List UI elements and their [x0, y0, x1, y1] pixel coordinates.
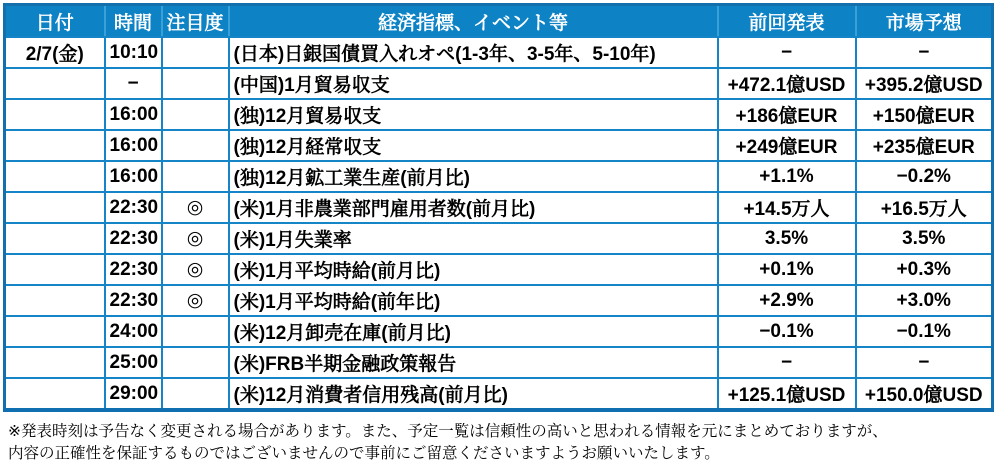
cell-attention: ◎: [162, 254, 229, 285]
cell-time: −: [105, 68, 162, 99]
cell-date: [5, 347, 105, 378]
table-row: [5, 37, 993, 68]
cell-previous: +186億EUR: [718, 99, 856, 130]
cell-date: 2/7(金): [5, 37, 105, 68]
cell-previous: +2.9%: [718, 285, 856, 316]
table-row: [5, 223, 993, 254]
cell-event: (米)FRB半期金融政策報告: [229, 347, 718, 378]
cell-event: (米)12月卸売在庫(前月比): [229, 316, 718, 347]
cell-forecast: −0.1%: [856, 316, 993, 347]
cell-forecast: −0.2%: [856, 161, 993, 192]
table-body: [5, 37, 993, 410]
cell-event: (米)1月非農業部門雇用者数(前月比): [229, 192, 718, 223]
cell-forecast: 3.5%: [856, 223, 993, 254]
header-row: [5, 5, 993, 38]
cell-previous: +125.1億USD: [718, 378, 856, 410]
cell-previous: +249億EUR: [718, 130, 856, 161]
table-row: [5, 161, 993, 192]
cell-attention: [162, 347, 229, 378]
cell-event: (中国)1月貿易収支: [229, 68, 718, 99]
cell-attention: [162, 378, 229, 410]
cell-date: [5, 161, 105, 192]
table-row: [5, 378, 993, 410]
table-row: [5, 285, 993, 316]
cell-time: 25:00: [105, 347, 162, 378]
cell-date: [5, 254, 105, 285]
cell-previous: +1.1%: [718, 161, 856, 192]
cell-forecast: +3.0%: [856, 285, 993, 316]
cell-date: [5, 223, 105, 254]
cell-attention: [162, 316, 229, 347]
cell-time: 24:00: [105, 316, 162, 347]
cell-event: (米)1月失業率: [229, 223, 718, 254]
table-row: [5, 130, 993, 161]
cell-forecast: −: [856, 347, 993, 378]
cell-forecast: −: [856, 37, 993, 68]
header-date: 日付: [5, 5, 105, 38]
cell-time: 22:30: [105, 192, 162, 223]
cell-event: (独)12月貿易収支: [229, 99, 718, 130]
header-previous: 前回発表: [718, 5, 856, 38]
cell-attention: ◎: [162, 285, 229, 316]
cell-event: (米)12月消費者信用残高(前月比): [229, 378, 718, 410]
cell-date: [5, 378, 105, 410]
cell-previous: −0.1%: [718, 316, 856, 347]
cell-time: 22:30: [105, 254, 162, 285]
cell-forecast: +235億EUR: [856, 130, 993, 161]
cell-forecast: +150億EUR: [856, 99, 993, 130]
cell-event: (独)12月鉱工業生産(前月比): [229, 161, 718, 192]
cell-previous: −: [718, 347, 856, 378]
cell-time: 10:10: [105, 37, 162, 68]
cell-event: (米)1月平均時給(前年比): [229, 285, 718, 316]
cell-event: (独)12月経常収支: [229, 130, 718, 161]
table-row: [5, 254, 993, 285]
disclaimer-line-2: 内容の正確性を保証するものではございませんので事前にご留意くださいますようお願いいたします。: [8, 445, 720, 463]
cell-attention: [162, 68, 229, 99]
cell-forecast: +150.0億USD: [856, 378, 993, 410]
cell-previous: −: [718, 37, 856, 68]
cell-previous: +14.5万人: [718, 192, 856, 223]
cell-previous: 3.5%: [718, 223, 856, 254]
economic-calendar: [0, 3, 994, 470]
cell-time: 22:30: [105, 223, 162, 254]
cell-event: (米)1月平均時給(前月比): [229, 254, 718, 285]
cell-date: [5, 99, 105, 130]
cell-forecast: +0.3%: [856, 254, 993, 285]
disclaimer-note: [0, 412, 994, 470]
table-row: [5, 68, 993, 99]
table-row: [5, 347, 993, 378]
economic-calendar-table: [3, 3, 994, 412]
cell-date: [5, 130, 105, 161]
cell-attention: [162, 161, 229, 192]
cell-date: [5, 285, 105, 316]
header-attention: 注目度: [162, 5, 229, 38]
header-event: 経済指標、イベント等: [229, 5, 718, 38]
cell-event: (日本)日銀国債買入れオペ(1-3年、3-5年、5-10年): [229, 37, 718, 68]
cell-time: 22:30: [105, 285, 162, 316]
table-row: [5, 99, 993, 130]
cell-time: 29:00: [105, 378, 162, 410]
table-row: [5, 316, 993, 347]
cell-date: [5, 192, 105, 223]
cell-date: [5, 316, 105, 347]
cell-attention: ◎: [162, 192, 229, 223]
header-forecast: 市場予想: [856, 5, 993, 38]
cell-forecast: +395.2億USD: [856, 68, 993, 99]
cell-previous: +472.1億USD: [718, 68, 856, 99]
disclaimer-line-1: ※発表時刻は予告なく変更される場合があります。また、予定一覧は信頼性の高いと思われる情報を元にまとめておりますが、: [8, 423, 888, 440]
cell-attention: [162, 99, 229, 130]
cell-attention: [162, 37, 229, 68]
cell-time: 16:00: [105, 99, 162, 130]
cell-previous: +0.1%: [718, 254, 856, 285]
cell-attention: ◎: [162, 223, 229, 254]
table-header: [5, 5, 993, 38]
cell-date: [5, 68, 105, 99]
header-time: 時間: [105, 5, 162, 38]
table-row: [5, 192, 993, 223]
cell-attention: [162, 130, 229, 161]
cell-time: 16:00: [105, 130, 162, 161]
cell-forecast: +16.5万人: [856, 192, 993, 223]
cell-time: 16:00: [105, 161, 162, 192]
